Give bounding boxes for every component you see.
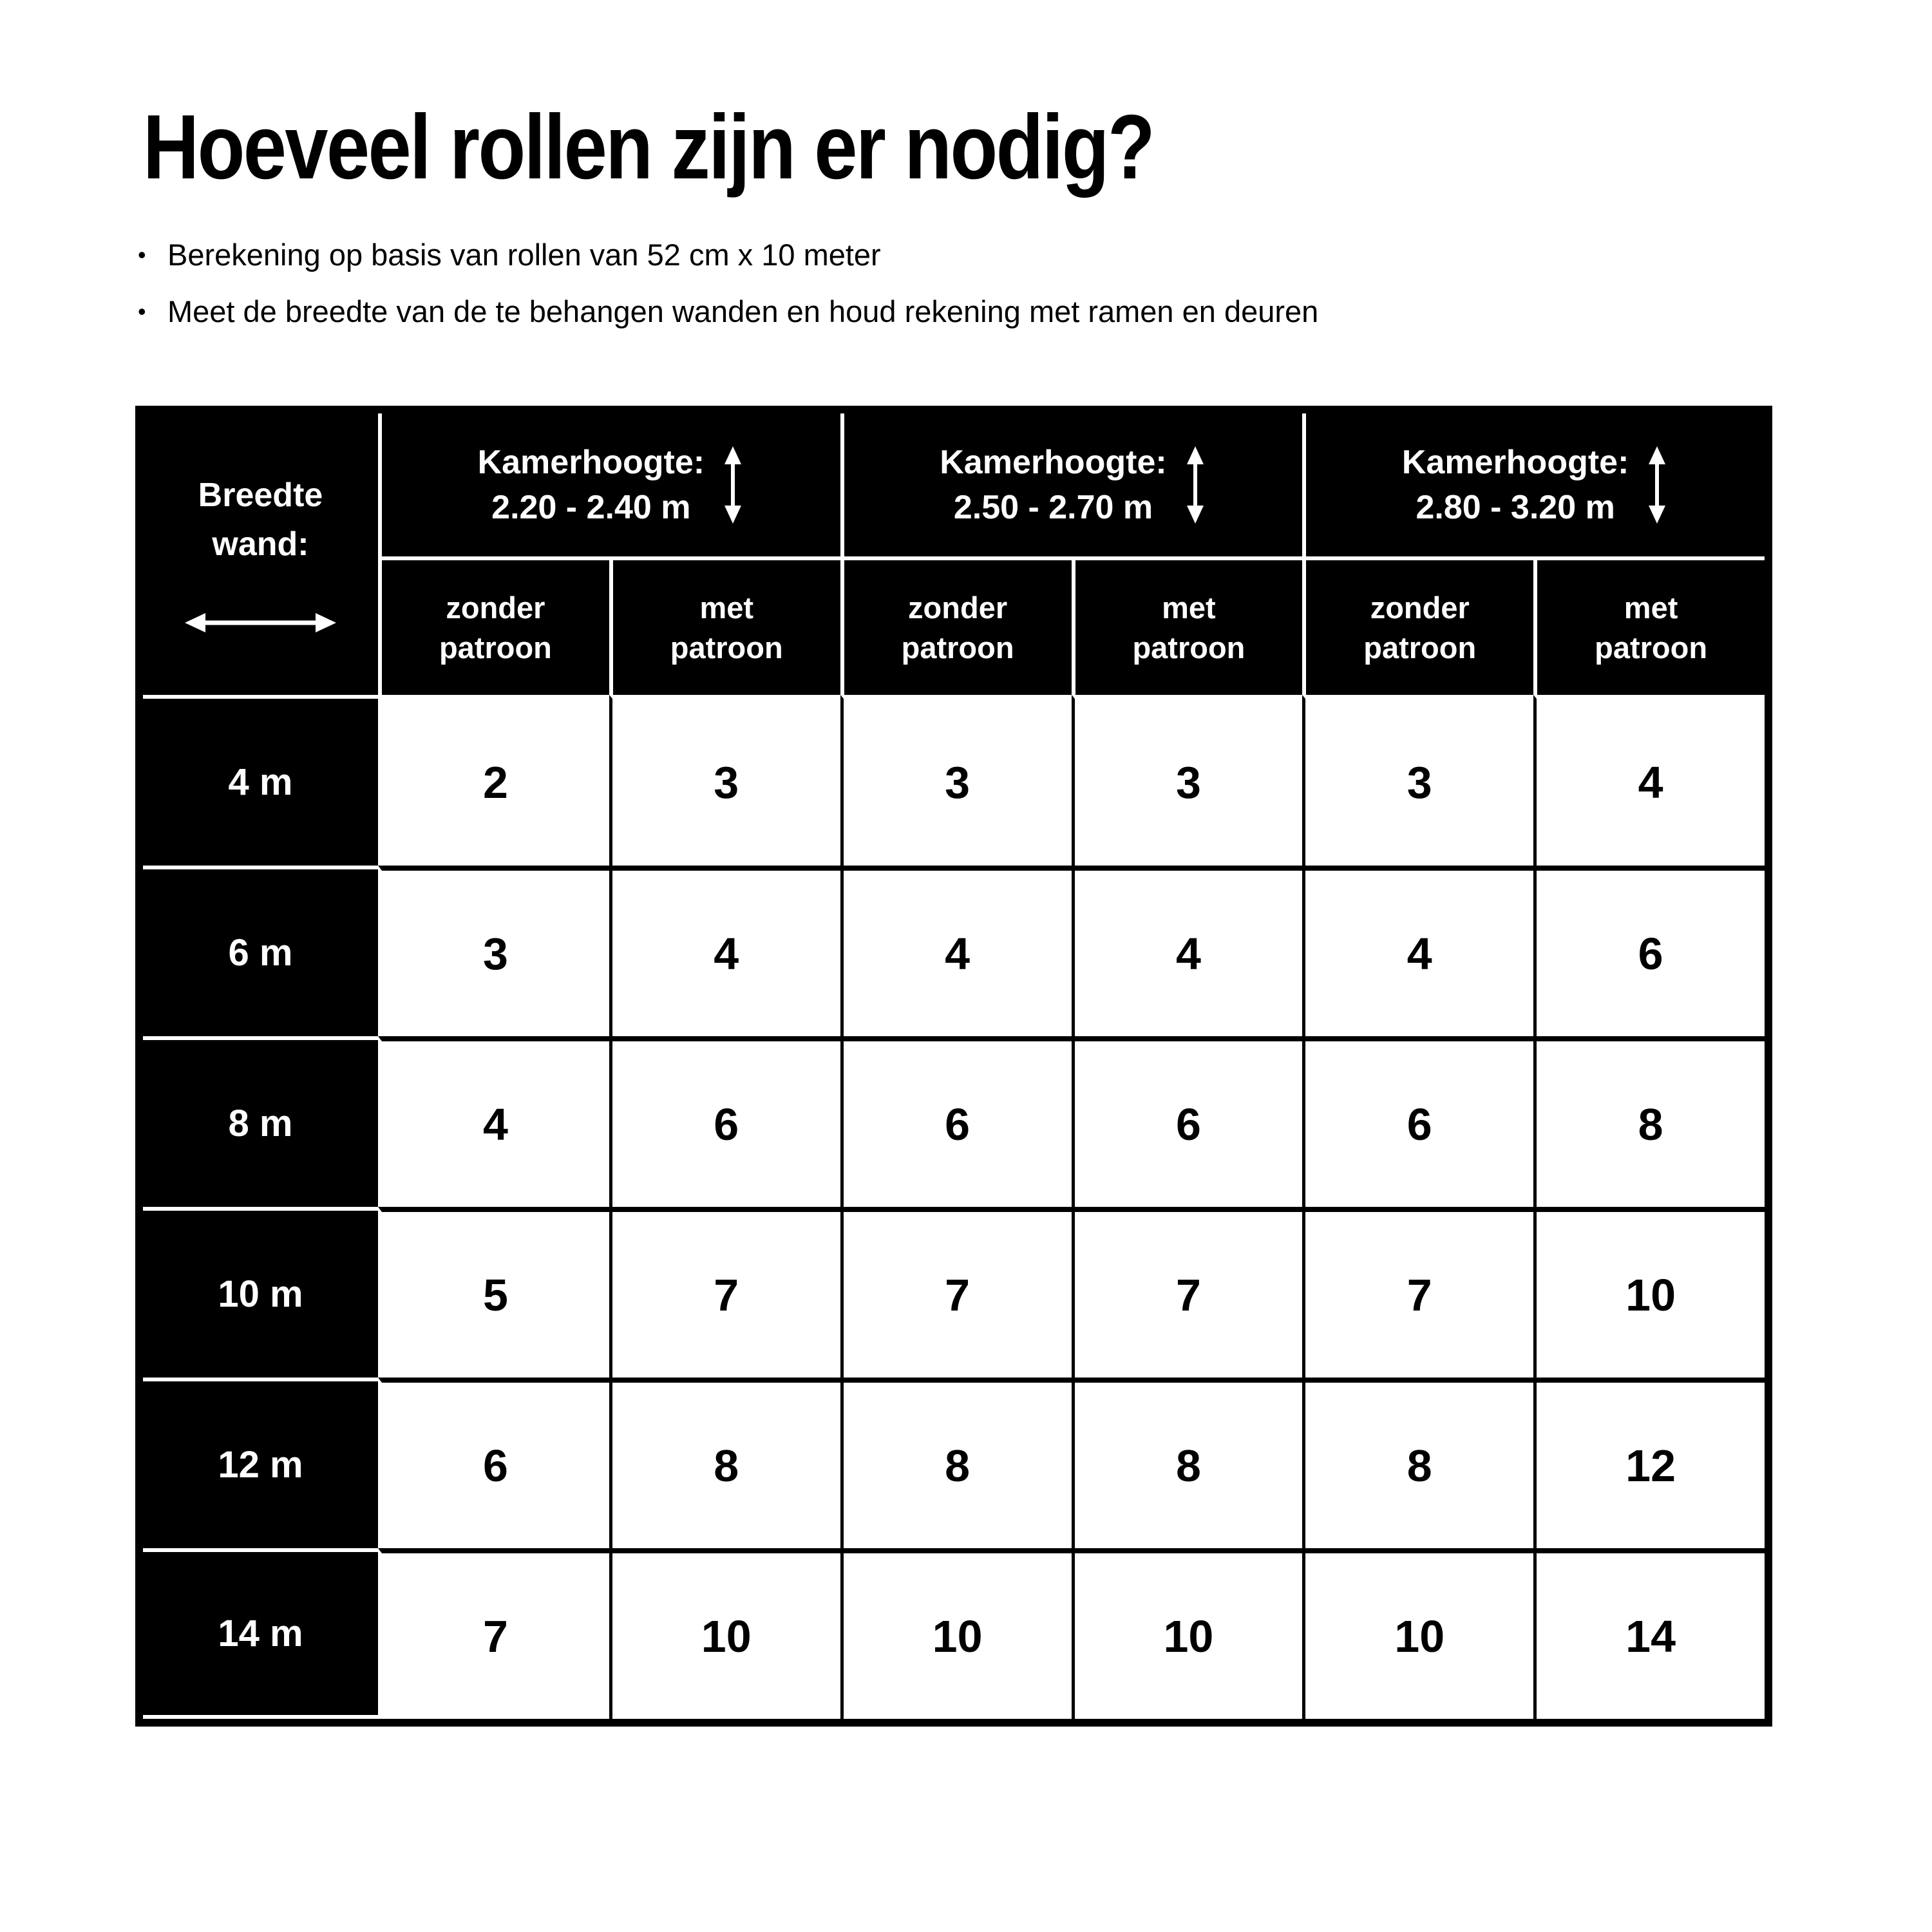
data-cell: 4 — [609, 866, 840, 1036]
row-header-cell: 14 m — [143, 1548, 378, 1719]
data-cell: 6 — [840, 1036, 1072, 1207]
bullet-list — [138, 227, 1318, 340]
data-cell: 10 — [1533, 1207, 1765, 1378]
subheader-cell — [1072, 556, 1303, 695]
subheader-label: met patroon — [1132, 591, 1245, 665]
data-cell: 6 — [378, 1378, 609, 1548]
data-cell: 8 — [609, 1378, 840, 1548]
corner-label: Breedte wand: — [198, 477, 323, 563]
group-range: 2.20 - 2.40 m — [491, 489, 691, 526]
data-cell: 10 — [840, 1548, 1072, 1719]
group-label: Kamerhoogte: — [940, 443, 1167, 481]
vertical-double-arrow-icon — [1184, 446, 1207, 524]
data-cell: 12 — [1533, 1378, 1765, 1548]
vertical-double-arrow-icon — [721, 446, 744, 524]
data-cell: 8 — [1533, 1036, 1765, 1207]
subheader-cell — [378, 556, 609, 695]
group-header-cell — [1302, 413, 1765, 556]
data-cell: 5 — [378, 1207, 609, 1378]
bullet-dot: • — [138, 242, 146, 268]
subheader-cell — [609, 556, 840, 695]
data-cell: 7 — [609, 1207, 840, 1378]
row-header-cell: 8 m — [143, 1036, 378, 1207]
data-cell: 4 — [840, 866, 1072, 1036]
data-cell: 6 — [1072, 1036, 1303, 1207]
subheader-label: met patroon — [670, 591, 783, 665]
data-cell: 3 — [840, 695, 1072, 866]
data-cell: 8 — [1072, 1378, 1303, 1548]
corner-header-cell — [143, 413, 378, 695]
data-cell: 8 — [1302, 1378, 1533, 1548]
data-cell: 4 — [1302, 866, 1533, 1036]
vertical-double-arrow-icon — [1645, 446, 1669, 524]
data-cell: 6 — [609, 1036, 840, 1207]
subheader-cell — [1302, 556, 1533, 695]
data-cell: 10 — [609, 1548, 840, 1719]
bullet-item — [138, 227, 1318, 283]
data-cell: 7 — [1302, 1207, 1533, 1378]
data-cell: 3 — [378, 866, 609, 1036]
data-cell: 8 — [840, 1378, 1072, 1548]
data-cell: 7 — [1072, 1207, 1303, 1378]
subheader-label: zonder patroon — [901, 591, 1014, 665]
group-header-cell — [840, 413, 1303, 556]
page-title: Hoeveel rollen zijn er nodig? — [143, 96, 1154, 198]
data-cell: 7 — [840, 1207, 1072, 1378]
data-cell: 2 — [378, 695, 609, 866]
group-range: 2.50 - 2.70 m — [953, 489, 1153, 526]
subheader-label: met patroon — [1595, 591, 1708, 665]
data-cell: 3 — [1072, 695, 1303, 866]
data-cell: 6 — [1302, 1036, 1533, 1207]
row-header-cell: 4 m — [143, 695, 378, 866]
bullet-dot: • — [138, 298, 146, 325]
data-cell: 4 — [1533, 695, 1765, 866]
data-cell: 6 — [1533, 866, 1765, 1036]
data-cell: 14 — [1533, 1548, 1765, 1719]
row-header-cell: 10 m — [143, 1207, 378, 1378]
group-header-text — [940, 440, 1166, 530]
data-cell: 10 — [1302, 1548, 1533, 1719]
group-label: Kamerhoogte: — [1401, 443, 1629, 481]
data-cell: 3 — [1302, 695, 1533, 866]
row-header-cell: 12 m — [143, 1378, 378, 1548]
horizontal-double-arrow-icon — [185, 609, 336, 637]
group-label: Kamerhoogte: — [477, 443, 705, 481]
group-header-text — [478, 440, 705, 530]
data-cell: 4 — [378, 1036, 609, 1207]
subheader-cell — [1533, 556, 1765, 695]
group-range: 2.80 - 3.20 m — [1416, 489, 1615, 526]
bullet-item — [138, 283, 1318, 340]
group-header-text — [1402, 440, 1629, 530]
rolls-table — [135, 406, 1772, 1727]
subheader-label: zonder patroon — [439, 591, 552, 665]
subheader-cell — [840, 556, 1072, 695]
data-cell: 7 — [378, 1548, 609, 1719]
data-cell: 10 — [1072, 1548, 1303, 1719]
bullet-text: Meet de breedte van de te behangen wanden en houd rekening met ramen en deuren — [167, 294, 1319, 328]
row-header-cell: 6 m — [143, 866, 378, 1036]
group-header-cell — [378, 413, 840, 556]
bullet-text: Berekening op basis van rollen van 52 cm x 10 meter — [167, 238, 881, 272]
data-cell: 4 — [1072, 866, 1303, 1036]
subheader-label: zonder patroon — [1363, 591, 1477, 665]
data-cell: 3 — [609, 695, 840, 866]
